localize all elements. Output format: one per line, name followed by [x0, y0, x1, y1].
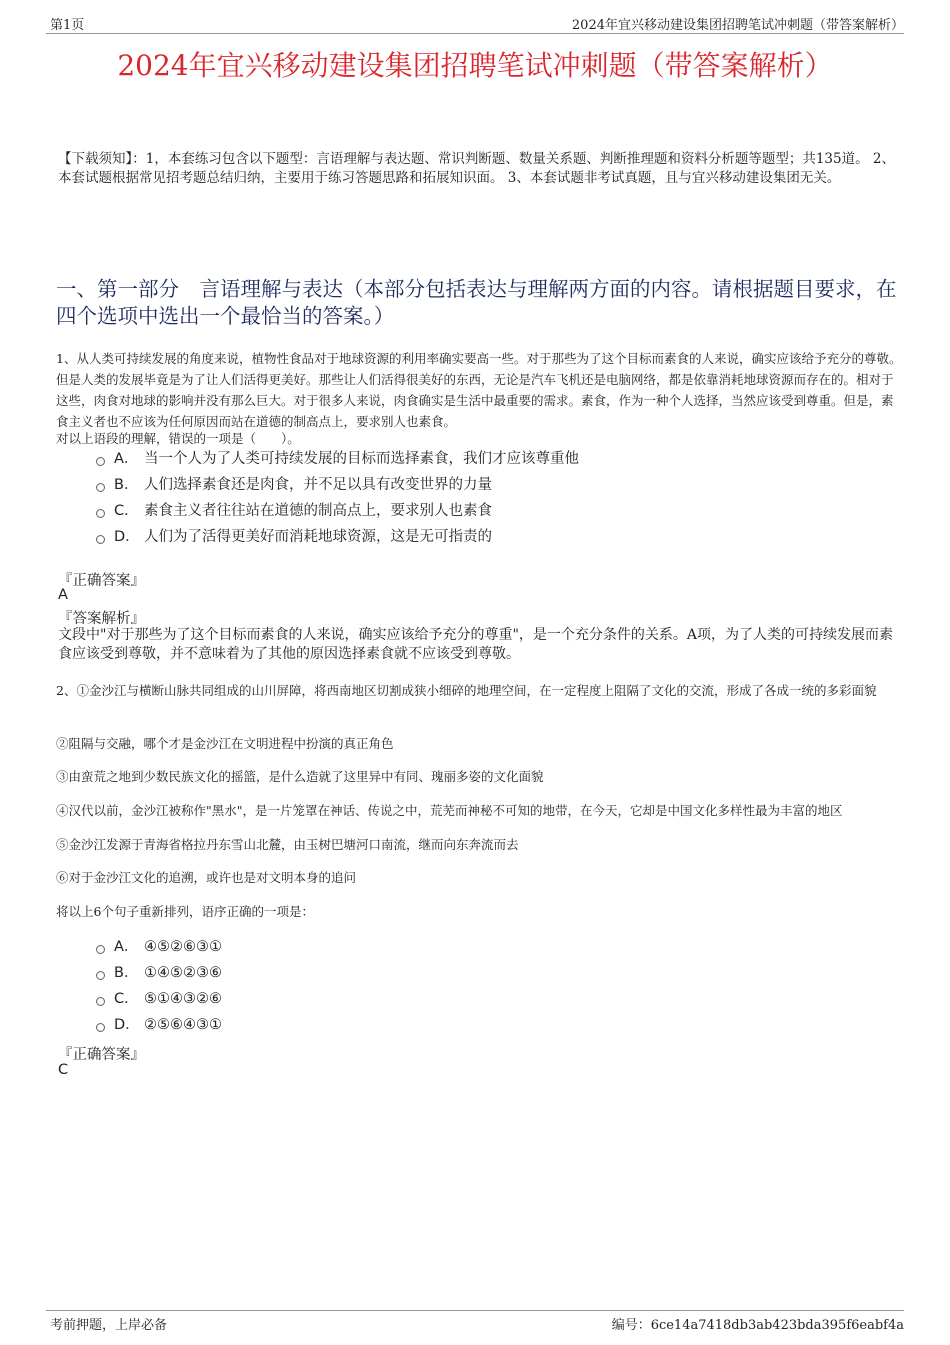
option-text: 人们为了活得更美好而消耗地球资源，这是无可指责的	[144, 529, 492, 545]
q1-analysis: 文段中"对于那些为了这个目标而素食的人来说，确实应该给予充分的尊重"，是一个充分条件的关系。A项，为了人类的可持续发展而素食应该受到尊敬，并不意味着为了其他的原因选择素食就不应该受到尊敬。	[58, 627, 893, 662]
option-text: 当一个人为了人类可持续发展的目标而选择素食，我们才应该尊重他	[144, 451, 579, 467]
question-1-stem: 1、从人类可持续发展的角度来说，植物性食品对于地球资源的利用率确实要高一些。对于那些为了这个目标而素食的人来说，确实应该给予充分的尊敬。但是人类的发展毕竟是为了让人们活得更美好。那些让人们活得很美好的东西，无论是汽车飞机还是电脑网络，都是依靠消耗地球资源而存在的。相对于这些，肉食对地球的影响并没有那么巨大。对于很多人来说，肉食确实是生活中最重要的需求。素食，作为一种个人选择，当然应该受到尊重。但是，素食主义者也不应该为任何原因而站在道德的制高点上，要求别人也素食。	[56, 351, 902, 429]
question-2-sentence-6: ⑥对于金沙江文化的追溯，或许也是对文明本身的追问	[56, 870, 357, 885]
question-2-sentence-1: 2、①金沙江与横断山脉共同组成的山川屏障，将西南地区切割成狭小细碎的地理空间，在一定程度上阻隔了文化的交流，形成了各成一统的多彩面貌	[56, 683, 877, 698]
option-letter: C．	[114, 991, 139, 1007]
footer-divider	[46, 1310, 904, 1311]
footer-slogan: 考前押题，上岸必备	[50, 1318, 168, 1333]
option-letter: B．	[114, 477, 139, 493]
radio-icon[interactable]	[96, 509, 105, 518]
header-doc-title: 2024年宜兴移动建设集团招聘笔试冲刺题（带答案解析）	[571, 18, 904, 33]
page-number: 第1页	[50, 18, 85, 33]
q2-option-d[interactable]	[96, 1014, 222, 1036]
header-divider	[46, 33, 904, 34]
q1-answer-label: 『正确答案』	[58, 573, 145, 589]
option-letter: D．	[114, 1017, 140, 1033]
q1-option-c[interactable]	[96, 500, 492, 522]
q1-option-b[interactable]	[96, 474, 492, 496]
question-2-sentence-5: ⑤金沙江发源于青海省格拉丹东雪山北麓，由玉树巴塘河口南流，继而向东奔流而去	[56, 837, 519, 852]
option-text: ①④⑤②③⑥	[144, 965, 222, 981]
radio-icon[interactable]	[96, 1023, 105, 1032]
footer-serial: 编号：6ce14a7418db3ab423bda395f6eabf4a	[611, 1318, 904, 1333]
page-title: 2024年宜兴移动建设集团招聘笔试冲刺题（带答案解析）	[117, 49, 833, 82]
radio-icon[interactable]	[96, 457, 105, 466]
q1-answer: A	[58, 587, 68, 603]
option-text: 人们选择素食还是肉食，并不足以具有改变世界的力量	[144, 477, 492, 493]
radio-icon[interactable]	[96, 971, 105, 980]
radio-icon[interactable]	[96, 483, 105, 492]
section-title: 一、第一部分 言语理解与表达（本部分包括表达与理解两方面的内容。请根据题目要求，在四个选项中选出一个最恰当的答案。）	[56, 277, 897, 328]
radio-icon[interactable]	[96, 997, 105, 1006]
q1-option-d[interactable]	[96, 526, 492, 548]
option-text: ④⑤②⑥③①	[144, 939, 222, 955]
q2-option-c[interactable]	[96, 988, 222, 1010]
option-letter: D．	[114, 529, 140, 545]
question-2-sentence-2: ②阻隔与交融，哪个才是金沙江在文明进程中扮演的真正角色	[56, 736, 394, 751]
question-1-prompt: 对以上语段的理解，错误的一项是（ ）。	[56, 431, 300, 446]
q1-option-a[interactable]	[96, 448, 579, 470]
q2-option-a[interactable]	[96, 936, 222, 958]
q2-option-b[interactable]	[96, 962, 222, 984]
q2-answer: C	[58, 1062, 69, 1078]
radio-icon[interactable]	[96, 945, 105, 954]
question-2-sentence-3: ③由蛮荒之地到少数民族文化的摇篮，是什么造就了这里异中有同、瑰丽多姿的文化面貌	[56, 769, 544, 784]
option-letter: A．	[114, 939, 139, 955]
question-2-sentence-4: ④汉代以前，金沙江被称作"黑水"，是一片笼罩在神话、传说之中，荒芜而神秘不可知的地带，在今天，它却是中国文化多样性最为丰富的地区	[56, 803, 843, 818]
option-text: ⑤①④③②⑥	[144, 991, 222, 1007]
option-letter: B．	[114, 965, 139, 981]
q2-answer-label: 『正确答案』	[58, 1047, 145, 1063]
q1-analysis-label: 『答案解析』	[58, 611, 145, 627]
radio-icon[interactable]	[96, 535, 105, 544]
download-notice: 【下载须知】：1，本套练习包含以下题型：言语理解与表达题、常识判断题、数量关系题、判断推理题和资料分析题等题型；共135道。 2、本套试题根据常见招考题总结归纳，主要用于练习答题思路和拓展知识面。 3、本套试题非考试真题，且与宜兴移动建设集团无关。	[58, 151, 895, 186]
question-2-prompt: 将以上6个句子重新排列，语序正确的一项是：	[56, 904, 314, 919]
option-text: 素食主义者往往站在道德的制高点上，要求别人也素食	[144, 503, 492, 519]
option-letter: C．	[114, 503, 139, 519]
option-text: ②⑤⑥④③①	[144, 1017, 222, 1033]
option-letter: A．	[114, 451, 139, 467]
